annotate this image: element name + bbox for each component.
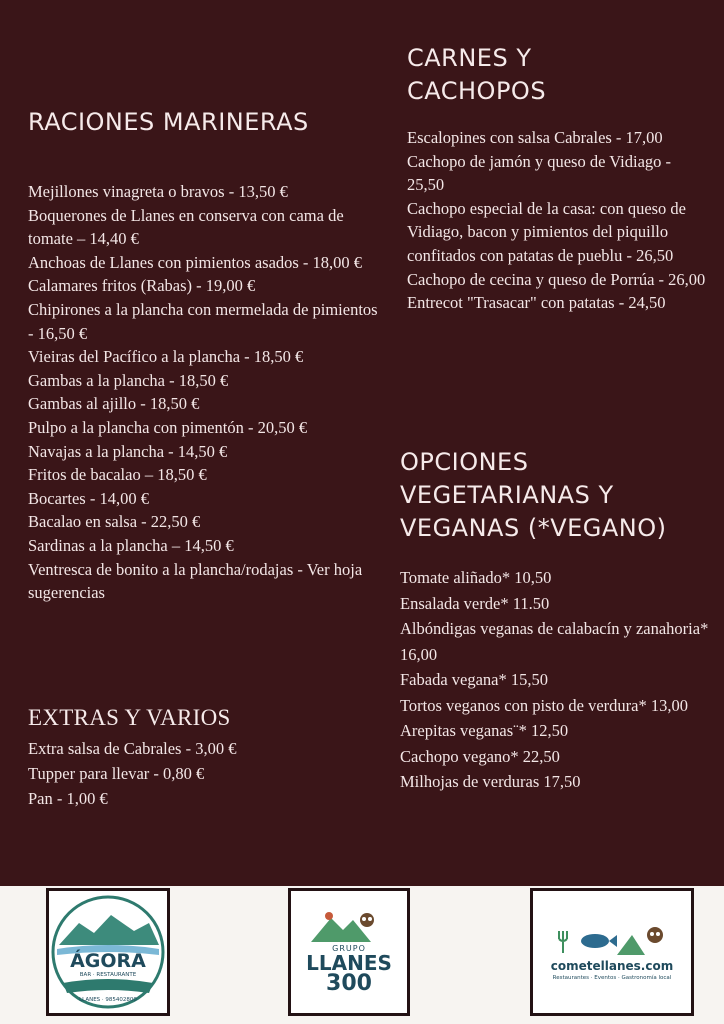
menu-item: Chipirones a la plancha con mermelada de pimientos - 16,50 € — [28, 299, 378, 343]
menu-item: Bacalao en salsa - 22,50 € — [28, 512, 201, 532]
menu-item: Navajas a la plancha - 14,50 € — [28, 441, 228, 461]
menu-item: Extra salsa de Cabrales - 3,00 € — [28, 739, 237, 758]
agora-sub: BAR · RESTAURANTE — [79, 972, 137, 978]
agora-name: ÁGORA — [70, 950, 146, 972]
menu-item: Entrecot "Trasacar" con patatas - 24,50 — [407, 293, 666, 313]
come-name: cometellanes.com — [550, 959, 674, 973]
llanes-grupo-label: GRUPO — [332, 943, 366, 953]
fork-fish-owl-icon — [557, 923, 667, 957]
come-logo-content — [551, 923, 673, 981]
menu-item: Gambas a la plancha - 18,50 € — [28, 370, 229, 390]
menu-item: Boquerones de Llanes en conserva con cama de tomate – 14,40 € — [28, 205, 344, 249]
section-title-carnes — [407, 42, 707, 108]
menu-item: Tortos veganos con pisto de verdura* 13,00 — [400, 695, 688, 715]
menu-item: Vieiras del Pacífico a la plancha - 18,50 € — [28, 347, 304, 367]
menu-item: Fabada vegana* 15,50 — [400, 670, 548, 689]
llanes-name: LLANES — [306, 950, 392, 975]
agora-footer: LLANES · 985402800 — [79, 997, 137, 1003]
menu-item: Cachopo vegano* 22,50 — [400, 746, 560, 766]
menu-item: Pulpo a la plancha con pimentón - 20,50 € — [28, 417, 308, 437]
section-title-extras: EXTRAS Y VARIOS — [28, 705, 231, 730]
footer-logos — [0, 886, 724, 1024]
mountains-owl-icon — [309, 910, 389, 944]
menu-item: Albóndigas veganas de calabacín y zanahoria* 16,00 — [400, 619, 709, 664]
menu-item: Arepitas veganas¨* 12,50 — [400, 721, 569, 740]
menu-item: Gambas al ajillo - 18,50 € — [28, 394, 200, 414]
carnes-list — [407, 126, 707, 315]
come-tagline: Restaurantes · Eventos · Gastronomía local — [552, 975, 672, 981]
llanes-number: 300 — [326, 970, 372, 996]
menu-item: Ensalada verde* 11.50 — [400, 593, 550, 613]
extras-list — [28, 736, 378, 811]
menu-item: Tupper para llevar - 0,80 € — [28, 764, 205, 783]
menu-item: Cachopo especial de la casa: con queso de Vidiago, bacon y pimientos del piquillo confitados con patatas de pueblu - 26,50 — [407, 198, 687, 265]
section-title-veganas-line2: VEGETARIANAS Y — [400, 481, 614, 509]
raciones-list — [28, 180, 378, 605]
section-extras-varios — [28, 704, 378, 811]
section-title-carnes-line1: CARNES Y — [407, 44, 532, 72]
agora-emblem-icon — [49, 893, 167, 1011]
menu-item: Calamares fritos (Rabas) - 19,00 € — [28, 276, 256, 296]
menu-item: Bocartes - 14,00 € — [28, 488, 149, 508]
menu-item: Pan - 1,00 € — [28, 789, 108, 808]
agora-logo[interactable] — [46, 888, 170, 1016]
menu-item: Sardinas a la plancha – 14,50 € — [28, 535, 234, 555]
section-carnes-cachopos — [407, 42, 707, 315]
cometellanes-logo[interactable] — [530, 888, 694, 1016]
section-title-veganas-line3: VEGANAS (*VEGANO) — [400, 514, 667, 542]
menu-item: Tomate aliñado* 10,50 — [400, 568, 552, 587]
menu-item: Cachopo de jamón y queso de Vidiago - 25,50 — [407, 151, 672, 195]
menu-item: Fritos de bacalao – 18,50 € — [28, 465, 207, 485]
section-title-veganas-line1: OPCIONES — [400, 448, 529, 476]
menu-item: Cachopo de cecina y queso de Porrúa - 26,00 — [407, 269, 706, 289]
section-title-raciones: RACIONES MARINERAS — [28, 108, 309, 136]
menu-item: Milhojas de verduras 17,50 — [400, 772, 581, 791]
section-opciones-veganas — [400, 446, 710, 795]
section-title-carnes-line2: CACHOPOS — [407, 77, 547, 105]
grupo-llanes-300-logo[interactable] — [288, 888, 410, 1016]
llanes-logo-content — [306, 910, 392, 995]
menu-item: Ventresca de bonito a la plancha/rodajas - Ver hoja sugerencias — [28, 559, 363, 603]
section-raciones-marineras — [28, 108, 378, 605]
menu-item: Anchoas de Llanes con pimientos asados - 18,00 € — [28, 252, 363, 272]
menu-item: Mejillones vinagreta o bravos - 13,50 € — [28, 182, 288, 201]
section-title-veganas — [400, 446, 710, 545]
menu-item: Escalopines con salsa Cabrales - 17,00 — [407, 128, 663, 147]
veganas-list — [400, 565, 710, 795]
